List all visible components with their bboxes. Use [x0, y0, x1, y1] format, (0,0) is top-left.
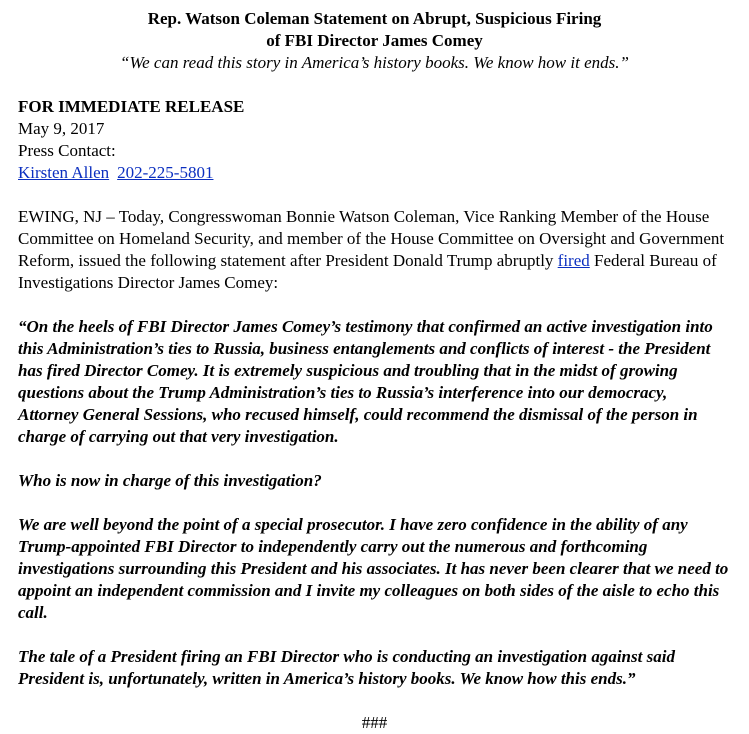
end-of-release-mark: ###	[361, 713, 388, 732]
statement-paragraph-1: “On the heels of FBI Director James Comey’s testimony that confirmed an active investigation into this Administration’s ties to Russia, business entanglements and conflicts of interest - the President has fired Director Comey. It is extremely suspicious and troubling that in the midst of growing questions about the Trump Administration’s ties to Russia’s interference into our democracy, Attorney General Sessions, who recused himself, could recommend the dismissal of the person in charge of carrying out that very investigation.	[18, 317, 713, 446]
press-contact-links	[18, 162, 731, 184]
headline-line-1: Rep. Watson Coleman Statement on Abrupt, Suspicious Firing	[147, 9, 602, 28]
press-contact-label: Press Contact:	[18, 141, 116, 160]
statement-paragraph-4: The tale of a President firing an FBI Director who is conducting an investigation against said President is, unfortunately, written in America’s history books. We know how this ends.”	[18, 647, 675, 688]
statement-paragraph-3: We are well beyond the point of a special prosecutor. I have zero confidence in the ability of any Trump-appointed FBI Director to independently carry out the numerous and forthcoming investigations surrounding this President and his associates. It has never been clearer that we need to appoint an independent commission and I invite my colleagues on both sides of the aisle to echo this call.	[18, 515, 729, 622]
press-release-header	[18, 8, 731, 74]
release-info	[18, 96, 731, 184]
intro-text-before-link: EWING, NJ – Today, Congresswoman Bonnie Watson Coleman, Vice Ranking Member of the House Committee on Homeland Security, and member of the House Committee on Oversight and Government Reform, issued the following statement after President Donald Trump abruptly	[18, 207, 725, 270]
contact-phone-link[interactable]: 202-225-5801	[117, 163, 214, 182]
statement-quote	[18, 316, 731, 690]
fired-link[interactable]: fired	[557, 251, 590, 270]
contact-name-link[interactable]: Kirsten Allen	[18, 163, 110, 182]
intro-text-after-link: Federal Bureau of Investigations Director James Comey:	[18, 251, 717, 292]
subheadline-quote: “We can read this story in America’s history books. We know how it ends.”	[120, 53, 629, 72]
headline-line-2: of FBI Director James Comey	[266, 31, 483, 50]
intro-paragraph	[18, 206, 731, 294]
statement-paragraph-2: Who is now in charge of this investigation?	[18, 471, 322, 490]
release-date: May 9, 2017	[18, 119, 105, 138]
release-label: FOR IMMEDIATE RELEASE	[18, 97, 245, 116]
headline	[18, 8, 731, 52]
